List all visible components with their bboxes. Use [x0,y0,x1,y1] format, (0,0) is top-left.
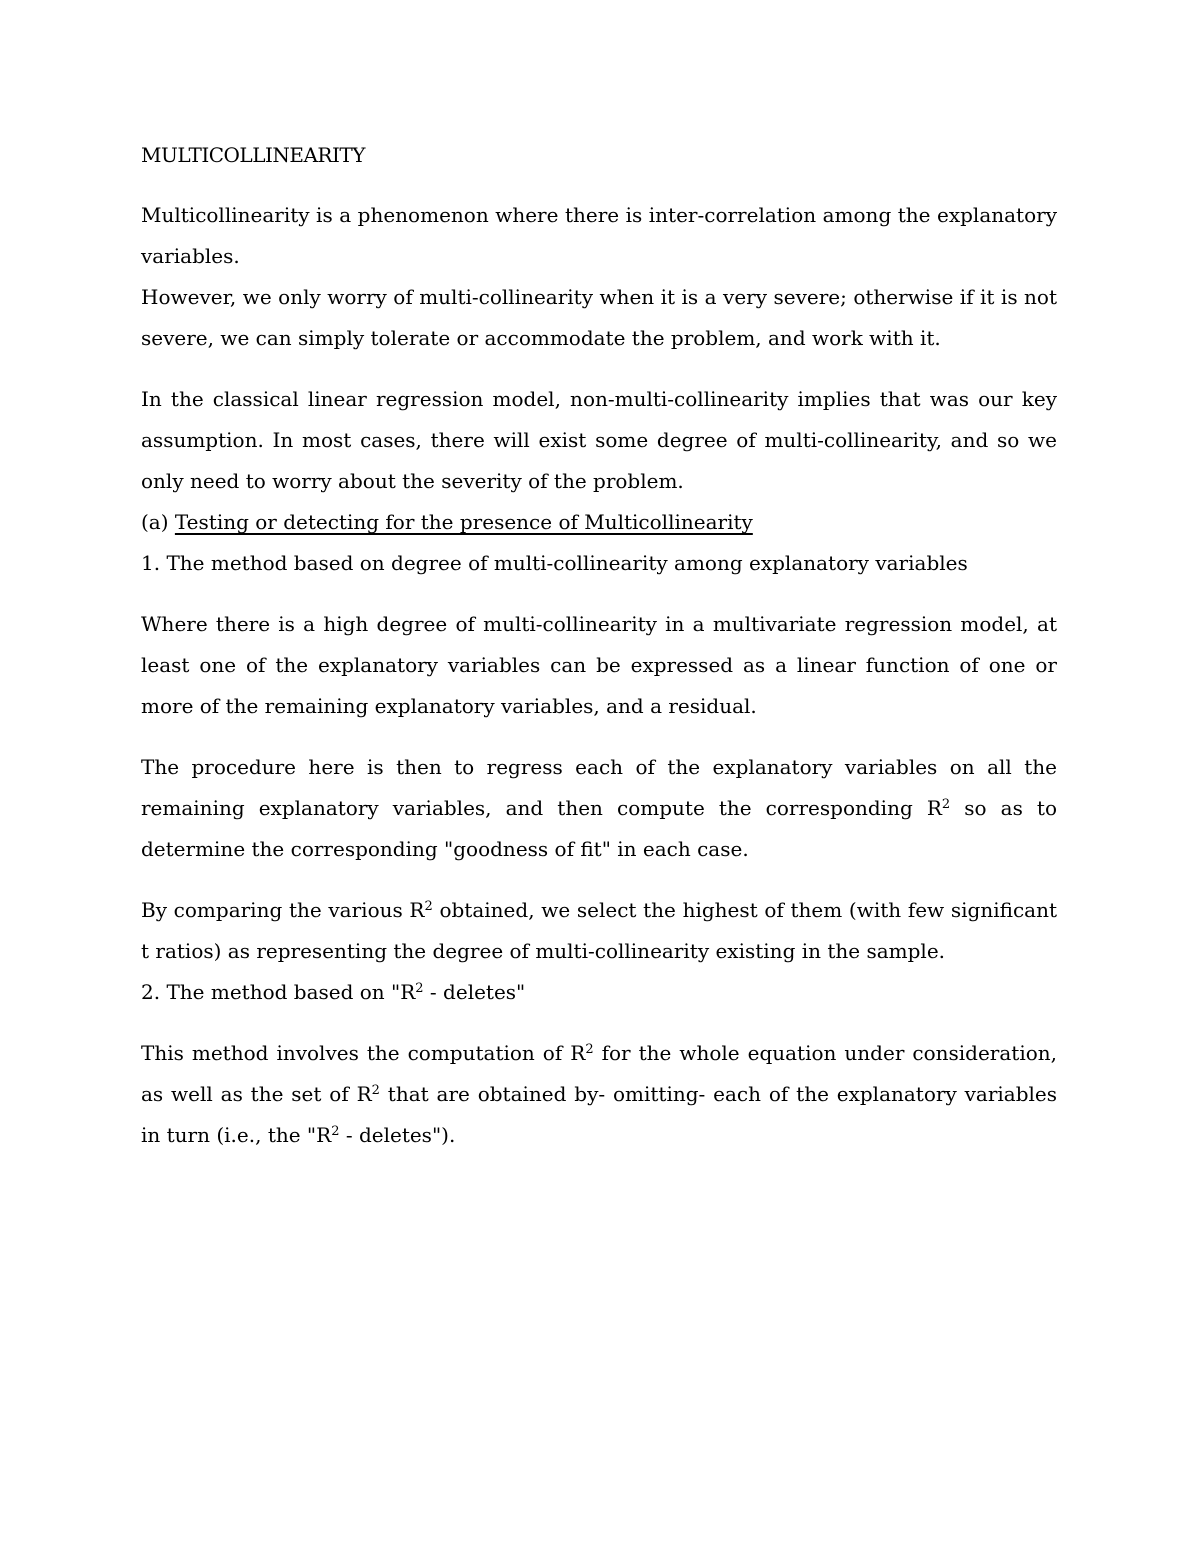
intro-paragraph-2: However, we only worry of multi-collinearity when it is a very severe; otherwise if it is not severe, we can simply tolerate or accommodate the problem, and work with it. [141,285,1057,350]
method-2-paragraph-1-text-b: for the whole equation under consideration, as well as the set of R [141,1041,1057,1106]
r-squared-superscript: 2 [941,797,951,812]
method-1-heading: 1. The method based on degree of multi-collinearity among explanatory variables [141,551,968,575]
method-1-paragraph-2-text-b: so as to determine the corresponding "goodness of fit" in each case. [141,796,1057,861]
method-1-paragraph-3 [141,890,1057,972]
intro-paragraph-1: Multicollinearity is a phenomenon where there is inter-correlation among the explanatory variables. [141,203,1057,268]
section-a-heading [141,502,1057,543]
method-2-paragraph-1 [141,1033,1057,1156]
method-2-heading [141,972,1057,1013]
intro-paragraph-3: In the classical linear regression model, non-multi-collinearity implies that was our key assumption. In most cases, there will exist some degree of multi-collinearity, and so we only need to worry about the severity of the problem. [141,387,1057,493]
method-2-paragraph-1-text-a: This method involves the computation of R [141,1041,586,1065]
method-2-heading-text-b: - deletes" [423,980,526,1004]
method-1-paragraph-3-text-a: By comparing the various R [141,898,425,922]
method-2-paragraph-1-text-c: that are obtained by- omitting- each of the explanatory variables in turn (i.e., the "R [141,1082,1057,1147]
r-squared-superscript: 2 [585,1042,594,1057]
method-2-heading-text-a: 2. The method based on "R [141,980,416,1004]
r-squared-superscript: 2 [371,1083,380,1098]
method-1-paragraph-3-text-b: obtained, we select the highest of them (with few significant t ratios) as representing the degree of multi-collinearity existing in the sample. [141,898,1057,963]
section-a-title: Testing or detecting for the presence of Multicollinearity [174,510,753,534]
document-title: MULTICOLLINEARITY [141,143,365,167]
method-1-paragraph-2-text-a: The procedure here is then to regress each of the explanatory variables on all the remaining explanatory variables, and then compute the corresponding R [141,755,1057,820]
section-a-prefix: (a) [141,510,175,534]
method-1-paragraph-1: Where there is a high degree of multi-collinearity in a multivariate regression model, at least one of the explanatory variables can be expressed as a linear function of one or more of the remaining explanatory variables, and a residual. [141,612,1057,718]
r-squared-superscript: 2 [424,899,433,914]
method-1-paragraph-2 [141,747,1057,870]
r-squared-superscript: 2 [415,981,424,996]
method-2-paragraph-1-text-d: - deletes"). [339,1123,456,1147]
r-squared-superscript: 2 [331,1124,340,1139]
document-body [141,135,1057,1156]
